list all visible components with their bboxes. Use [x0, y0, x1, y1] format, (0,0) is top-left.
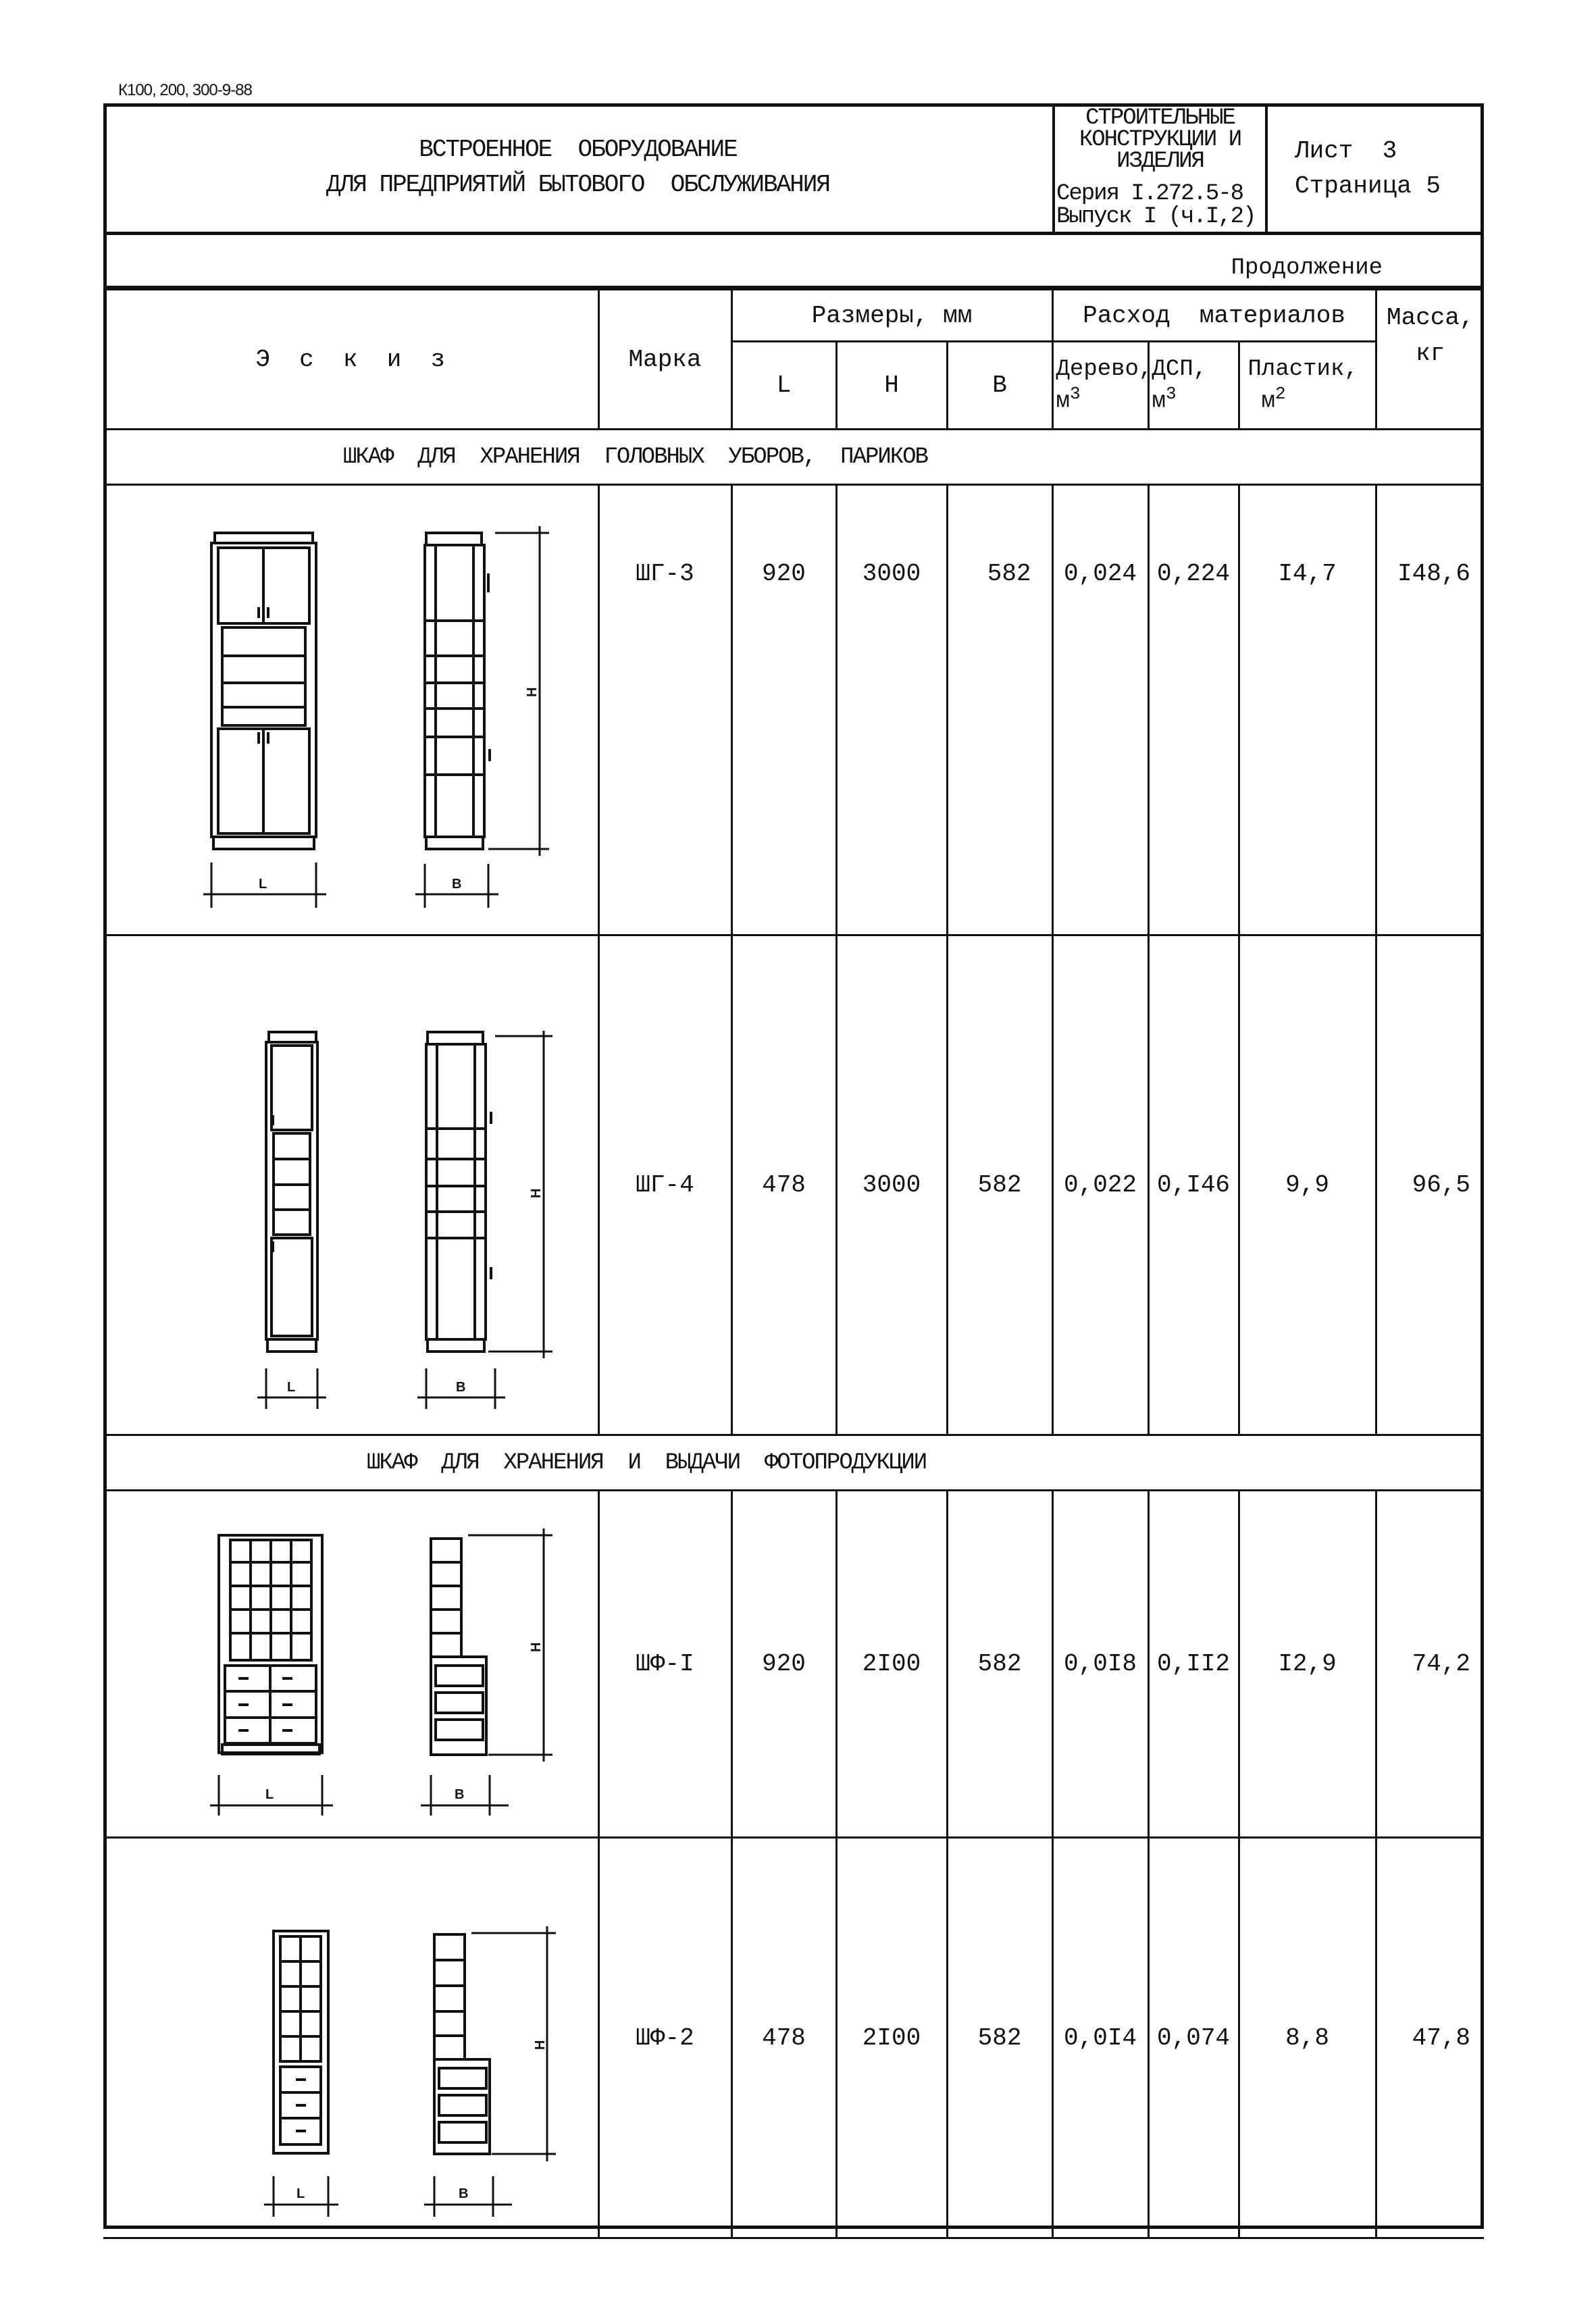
table-row [103, 1491, 1484, 1838]
open-shelves [222, 627, 305, 725]
col-header-wood [1052, 342, 1153, 430]
sketch-cabinet-shg4 [103, 935, 598, 1435]
sketch-cabinet-shf1 [103, 1491, 598, 1838]
series-line-3: ИЗДЕЛИЯ [1116, 149, 1204, 174]
side-upper [431, 1539, 461, 1657]
document-title [103, 103, 1052, 232]
col-header-L: L [731, 342, 836, 430]
issue-number: Выпуск I (ч.I,2) [1056, 204, 1256, 230]
cabinet-sketch-drawing [103, 1839, 598, 2237]
cell-mass: 47,8 [1376, 1838, 1484, 2238]
plastic-unit [1248, 382, 1375, 413]
mass-label: Масса, [1386, 304, 1474, 332]
cell-mark: ШГ-3 [598, 485, 731, 935]
side-lower [434, 2059, 490, 2154]
dimension-label-L: L [287, 1380, 296, 1395]
cell-mark: ШГ-4 [598, 935, 731, 1435]
front-plinth [267, 1339, 316, 1352]
cabinet-sketch-drawing [103, 936, 598, 1434]
sheet-number: Лист 3 [1295, 137, 1397, 165]
cell-wood: 0,0I8 [1052, 1491, 1148, 1838]
cell-mass: 96,5 [1376, 935, 1484, 1435]
cell-plastic: I2,9 [1239, 1491, 1376, 1838]
cell-mark: ШФ-I [598, 1491, 731, 1838]
mass-unit: кг [1416, 340, 1445, 367]
dimension-label-L: L [259, 877, 267, 892]
series-number: Серия I.272.5-8 [1056, 181, 1243, 207]
series-block [1052, 103, 1268, 232]
cell-chipboard: 0,224 [1148, 485, 1239, 935]
col-header-materials: Расход материалов [1052, 290, 1376, 342]
dimension-label-B: B [456, 1380, 466, 1395]
col-header-chipboard [1148, 342, 1239, 430]
document-code: К100, 200, 300-9-88 [118, 81, 252, 99]
chipboard-unit [1152, 382, 1238, 413]
cell-chipboard: 0,074 [1148, 1838, 1239, 2238]
chipboard-unit-text: м [1152, 388, 1166, 415]
cabinet-sketch-drawing [103, 486, 598, 934]
cell-plastic: 8,8 [1239, 1838, 1376, 2238]
table-row [103, 935, 1484, 1435]
side-plinth [426, 837, 483, 849]
chipboard-label: ДСП, [1152, 356, 1208, 382]
cabinet-sketch-drawing [103, 1491, 598, 1836]
cell-plastic: I4,7 [1239, 485, 1376, 935]
front-plinth [213, 837, 314, 849]
cell-H: 3000 [836, 935, 947, 1435]
title-line-2: ДЛЯ ПРЕДПРИЯТИЙ БЫТОВОГО ОБСЛУЖИВАНИЯ [326, 171, 829, 199]
dimension-label-H: H [529, 1642, 544, 1652]
chipboard-unit-exp: 3 [1165, 383, 1177, 404]
col-header-H: H [836, 342, 947, 430]
side-upper [434, 1934, 465, 2059]
cell-wood: 0,024 [1052, 485, 1148, 935]
col-header-mass [1376, 290, 1484, 430]
side-body [426, 1044, 486, 1339]
section-title: ШКАФ ДЛЯ ХРАНЕНИЯ И ВЫДАЧИ ФОТОПРОДУКЦИИ [103, 1435, 1484, 1491]
table-row [103, 485, 1484, 935]
cell-chipboard: 0,II2 [1148, 1491, 1239, 1838]
cell-L: 478 [731, 1838, 836, 2238]
cell-H: 2I00 [836, 1838, 947, 2238]
wood-unit-text: м [1056, 388, 1070, 415]
plastic-unit-text: м [1261, 388, 1275, 415]
wood-label: Дерево, [1056, 356, 1153, 382]
col-header-sketch: Э с к и з [103, 290, 598, 430]
col-header-mark: Марка [598, 290, 731, 430]
plastic-unit-exp: 2 [1275, 383, 1286, 404]
col-header-plastic [1239, 342, 1376, 430]
sketch-cabinet-shg3 [103, 485, 598, 935]
wood-unit [1056, 382, 1148, 413]
side-body [425, 545, 484, 837]
equipment-table [103, 288, 1484, 2239]
series-line-1: СТРОИТЕЛЬНЫЕ [1085, 105, 1235, 131]
title-line-1: ВСТРОЕННОЕ ОБОРУДОВАНИЕ [419, 136, 737, 163]
cell-mass: 74,2 [1376, 1491, 1484, 1838]
sheet-block [1268, 103, 1484, 232]
cell-chipboard: 0,I46 [1148, 935, 1239, 1435]
dimension-label-H: H [529, 1188, 544, 1198]
side-top-cap [428, 1032, 483, 1044]
cell-H: 2I00 [836, 1491, 947, 1838]
dimension-label-L: L [297, 2186, 305, 2201]
upper-door [272, 1046, 312, 1130]
continuation-label: Продолжение [103, 235, 1484, 288]
lower-door [272, 1238, 312, 1336]
dimension-label-B: B [455, 1787, 465, 1802]
series-line-2: КОНСТРУКЦИИ И [1079, 127, 1241, 153]
dimension-label-B: B [452, 877, 462, 892]
cell-H: 3000 [836, 485, 947, 935]
page-number: Страница 5 [1295, 172, 1441, 200]
cell-B: 582 [947, 1838, 1052, 2238]
cell-wood: 0,0I4 [1052, 1838, 1148, 2238]
title-block [103, 103, 1484, 235]
side-top-cap [426, 533, 482, 545]
front-top-cap [269, 1032, 316, 1042]
table-row [103, 1838, 1484, 2238]
front-top-cap [215, 533, 313, 543]
side-plinth [428, 1339, 484, 1352]
sketch-cabinet-shf2 [103, 1838, 598, 2238]
cell-L: 920 [731, 485, 836, 935]
wood-unit-exp: 3 [1069, 383, 1081, 404]
dimension-label-L: L [265, 1787, 274, 1802]
cell-L: 478 [731, 935, 836, 1435]
cell-B: 582 [947, 1491, 1052, 1838]
cell-wood: 0,022 [1052, 935, 1148, 1435]
cell-B: 582 [947, 935, 1052, 1435]
col-header-dimensions: Размеры, мм [731, 290, 1052, 342]
dimension-label-H: H [525, 687, 540, 697]
cell-mass: I48,6 [1376, 485, 1484, 935]
cell-mark: ШФ-2 [598, 1838, 731, 2238]
dimension-label-B: B [459, 2186, 469, 2201]
cell-plastic: 9,9 [1239, 935, 1376, 1435]
col-header-B: B [947, 342, 1052, 430]
cell-B: 582 [947, 485, 1052, 935]
plastic-label: Пластик, [1247, 356, 1358, 382]
dimension-label-H: H [533, 2040, 548, 2050]
section-title: ШКАФ ДЛЯ ХРАНЕНИЯ ГОЛОВНЫХ УБОРОВ, ПАРИКОВ [103, 430, 1484, 485]
cell-L: 920 [731, 1491, 836, 1838]
